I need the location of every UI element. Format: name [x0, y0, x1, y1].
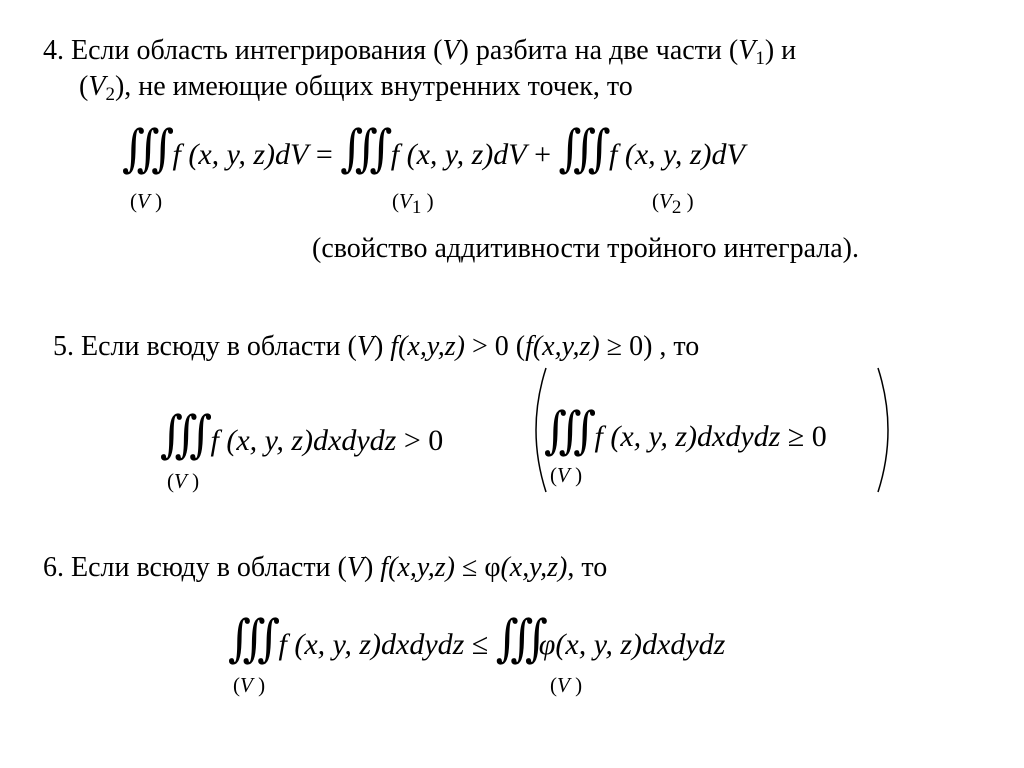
big-right-paren: [872, 366, 902, 494]
integral-limit-v: (V ): [130, 189, 163, 213]
integral-limit-v: (V ): [167, 469, 200, 493]
triple-integral-icon: ∭: [544, 402, 588, 459]
item6-formula: ∭ f (x, y, z)dxdydz ≤ ∭φ(x, y, z)dxdydz: [228, 610, 726, 667]
item6-number: 6.: [43, 552, 64, 583]
item4-note: (свойство аддитивности тройного интеграла).: [312, 233, 859, 264]
triple-integral-icon: ∭: [160, 406, 204, 463]
integral-limit-v: (V ): [550, 673, 583, 697]
integral-limit-v: (V ): [550, 463, 583, 487]
triple-integral-icon: ∭: [228, 610, 272, 667]
integral-limit-v1: ($V_1$ ): [392, 189, 434, 218]
triple-integral-icon: ∭: [122, 120, 166, 177]
item5-formula-left: ∭ f (x, y, z)dxdydz > 0: [160, 406, 444, 463]
item5-formula-right: ∭ f (x, y, z)dxdydz ≥ 0: [544, 402, 827, 459]
integral-limit-v: (V ): [233, 673, 266, 697]
item4-number: 4.: [43, 35, 64, 66]
item4-line2: $(V_2)$, не имеющие общих внутренних точек, то: [79, 71, 633, 105]
triple-integral-icon: ∭: [558, 120, 602, 177]
item5-number: 5.: [53, 331, 74, 362]
triple-integral-icon: ∭: [340, 120, 384, 177]
item5-line: 5. Если всюду в области (V) f(x,y,z) > 0 (f(x,y,z) ≥ 0) , то: [53, 331, 700, 362]
integral-limit-v2: ($V_2$ ): [652, 189, 694, 218]
item4-line1: 4. Если область интегрирования (V) разбита на две части $(V_1)$ и: [43, 35, 797, 69]
item6-line: 6. Если всюду в области (V) f(x,y,z) ≤ φ(x,y,z), то: [43, 552, 608, 583]
item4-formula: ∭ f (x, y, z)dV = ∭ f (x, y, z)dV + ∭ f (x, y, z)dV: [122, 120, 745, 177]
triple-integral-icon: ∭: [495, 610, 539, 667]
